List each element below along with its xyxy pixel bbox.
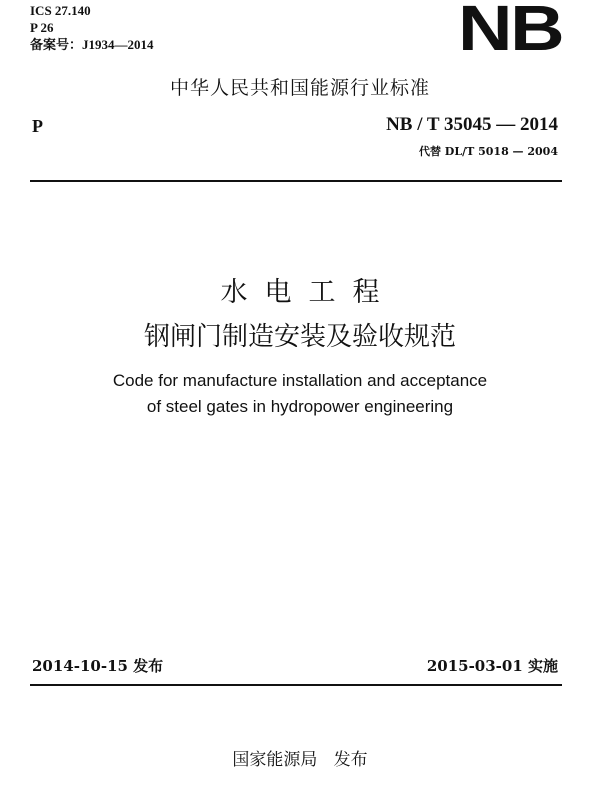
title-line-2: 钢闸门制造安装及验收规范 (143, 322, 456, 352)
standard-category: 中华人民共和国能源行业标准 (169, 77, 430, 99)
nb-logo: NB (458, 0, 563, 64)
standard-number: NB / T 35045 — 2014 (386, 114, 558, 135)
ics-code: ICS 27.140 (30, 3, 91, 18)
title-line-1: 水电工程 (220, 277, 397, 308)
replaces-standard: 代替 DL/T 5018 — 2004 (418, 145, 558, 158)
filing-number: 备案号：J1934—2014 (30, 37, 154, 52)
top-divider (30, 180, 562, 182)
implementation-date: 2015-03-01 实施 (426, 657, 558, 675)
english-title-line-1: Code for manufacture installation and acceptance (112, 371, 488, 390)
bottom-divider (30, 684, 562, 686)
issue-date: 2014-10-15 发布 (32, 657, 164, 675)
english-title-line-2: of steel gates in hydropower engineering (146, 397, 454, 416)
publisher: 国家能源局 发布 (232, 750, 368, 770)
classification-letter: P (32, 116, 43, 136)
ccs-code: P 26 (30, 20, 54, 35)
header-metadata (30, 2, 154, 53)
